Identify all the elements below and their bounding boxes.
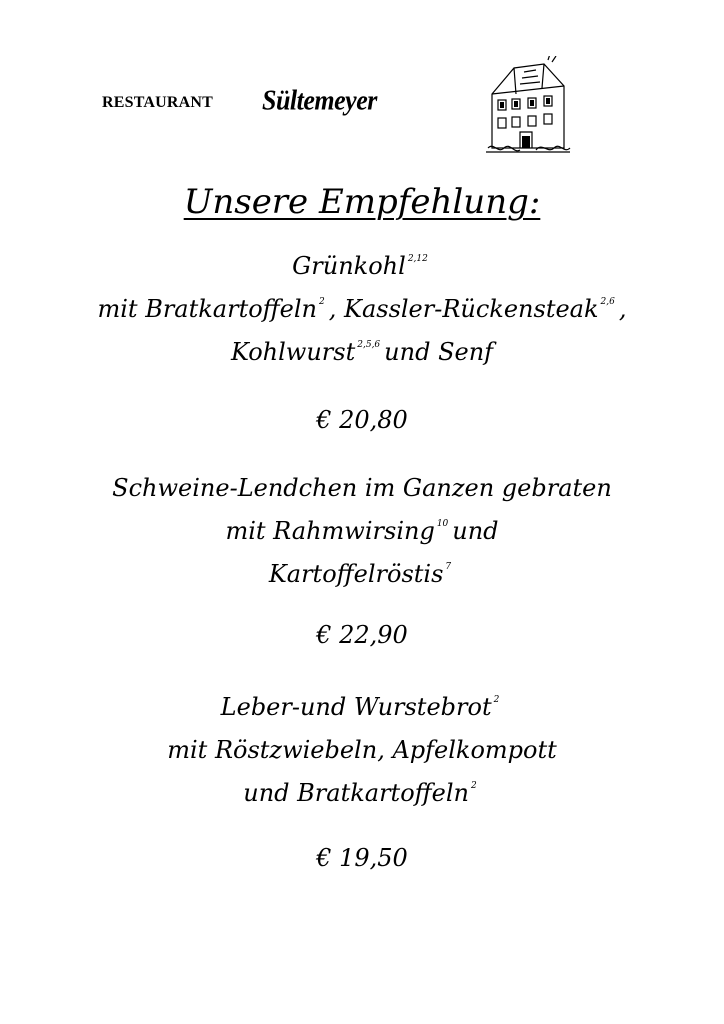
- dish-line: Grünkohl $^{2,12}$: [292, 252, 428, 280]
- dish-1-description: [0, 245, 724, 374]
- allergen-note: 2,5,6: [357, 340, 381, 350]
- dish-line: Schweine-Lendchen im Ganzen gebraten: [112, 474, 612, 502]
- allergen-note: 2: [471, 781, 477, 791]
- dish-1-price: € 20,80: [316, 406, 408, 434]
- dish-line: mit Bratkartoffeln $^2$ , Kassler-Rückensteak $^{2,6}$ ,: [97, 295, 627, 323]
- page-heading: Unsere Empfehlung:: [183, 182, 541, 222]
- dish-line: Leber-und Wurstebrot $^2$: [220, 693, 500, 721]
- building-illustration-icon: [484, 56, 572, 156]
- allergen-note: 2,12: [407, 254, 428, 264]
- dish-line: Kartoffelröstis $^7$: [268, 560, 452, 588]
- dish-line: und Bratkartoffeln $^2$: [243, 779, 477, 807]
- dish-2-description: [0, 467, 724, 596]
- dish-line: mit Röstzwiebeln, Apfelkompott: [167, 736, 557, 764]
- allergen-note: 2: [493, 695, 500, 705]
- dish-2-price: € 22,90: [316, 621, 408, 649]
- allergen-note: 2,6: [600, 297, 615, 307]
- dish-line: Kohlwurst $^{2,5,6}$ und Senf: [230, 338, 494, 366]
- allergen-note: 10: [436, 519, 449, 529]
- allergen-note: 7: [445, 562, 452, 572]
- restaurant-logo: Sültemeyer: [262, 84, 377, 116]
- dish-line: mit Rahmwirsing $^{10}$ und: [225, 517, 499, 545]
- allergen-note: 2: [319, 297, 325, 307]
- dish-3-description: [0, 686, 724, 815]
- dish-3-price: € 19,50: [316, 844, 408, 872]
- restaurant-label: RESTAURANT: [102, 94, 214, 111]
